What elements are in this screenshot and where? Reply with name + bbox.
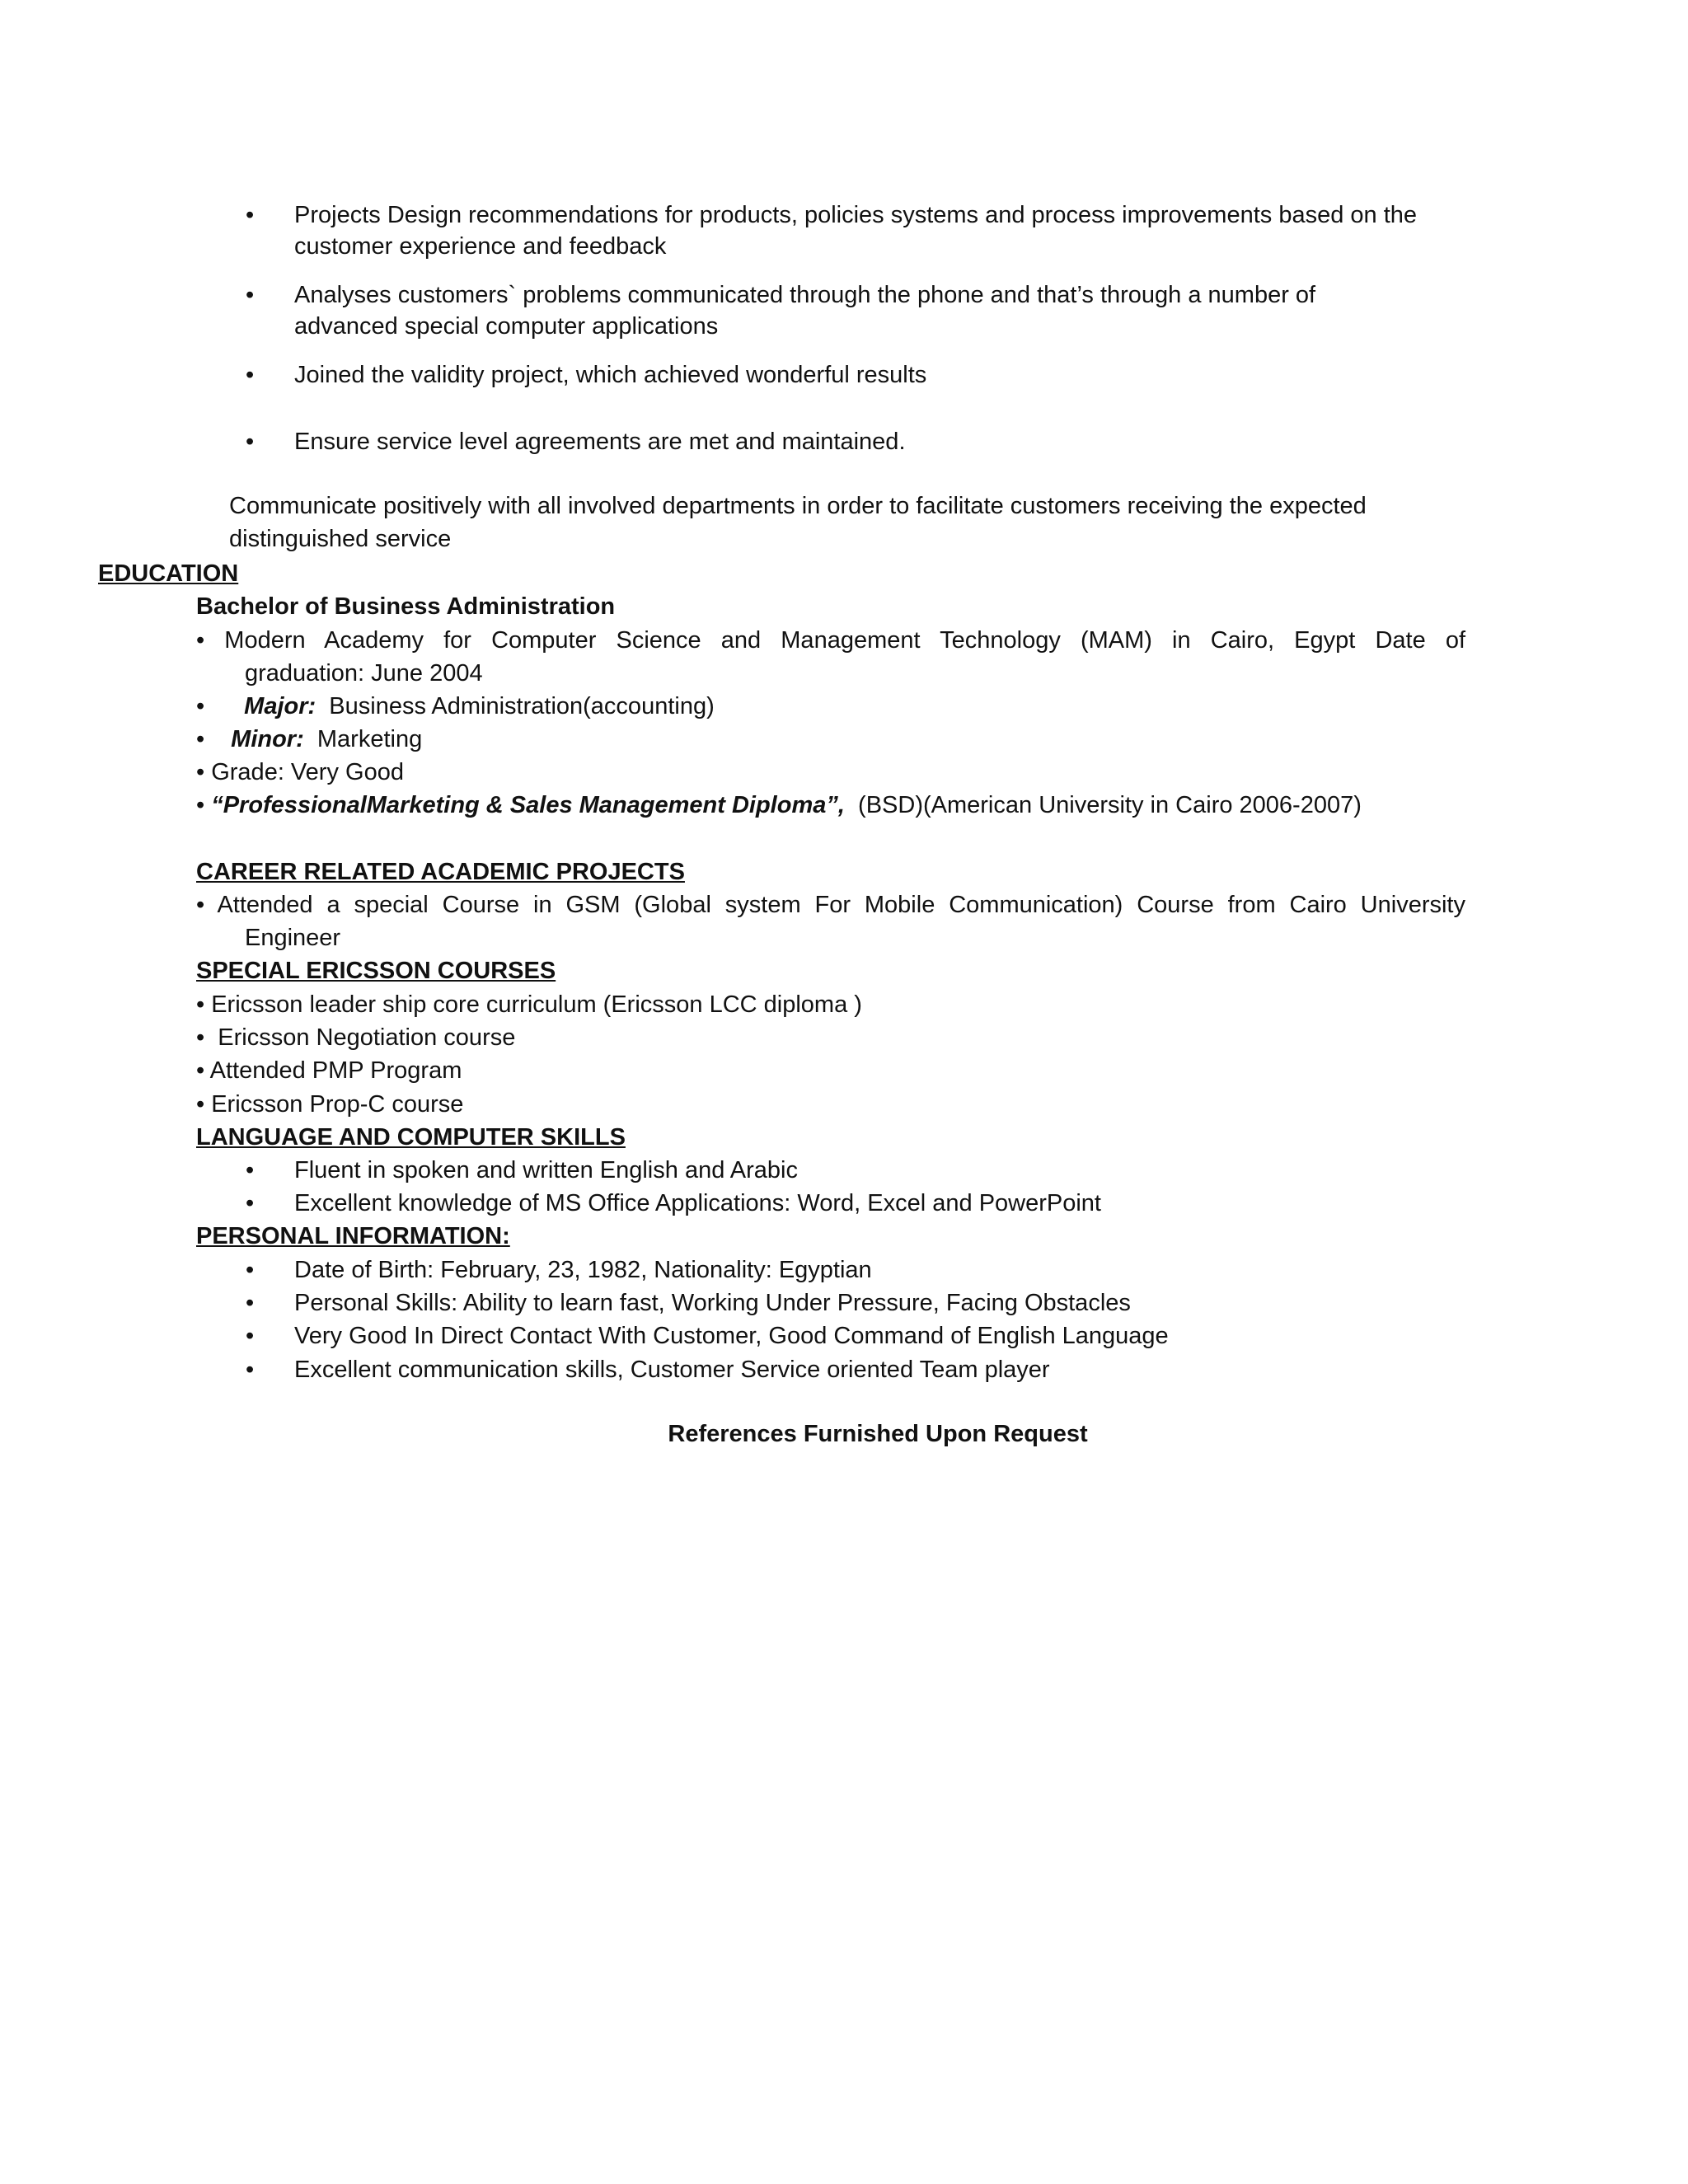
- bullet: •: [196, 1024, 205, 1051]
- minor-label: Minor:: [231, 726, 304, 752]
- communicate-line: Communicate positively with all involved departments in order to facilitate customers receiving the expected: [229, 493, 1367, 519]
- career-project-line: [196, 888, 1465, 921]
- ericsson-courses-heading: SPECIAL ERICSSON COURSES: [196, 958, 556, 984]
- list-item: [196, 1054, 1465, 1087]
- major-label: Major:: [244, 693, 316, 719]
- work-bullet-text: advanced special computer applications: [294, 313, 719, 340]
- course-text: Attended PMP Program: [209, 1057, 462, 1084]
- list-item: [196, 988, 1465, 1021]
- minor-line: [196, 723, 1465, 756]
- bullet: •: [246, 1190, 255, 1216]
- diploma-details: (BSD)(American University in Cairo 2006-2007): [858, 792, 1362, 818]
- degree-title: Bachelor of Business Administration: [196, 593, 616, 620]
- school-text: Modern Academy for Computer Science and Management Technology (MAM) in Cairo, Egypt Date of: [224, 627, 1466, 654]
- career-project-text: Attended a special Course in GSM (Global system For Mobile Communication) Course from Cairo University: [217, 892, 1465, 918]
- work-bullet-text: customer experience and feedback: [294, 233, 667, 260]
- personal-info-text: Excellent communication skills, Customer Service oriented Team player: [294, 1357, 1050, 1383]
- bullet: •: [196, 627, 205, 654]
- bullet: •: [196, 892, 205, 918]
- references-note: References Furnished Upon Request: [668, 1421, 1088, 1447]
- personal-info-text: Very Good In Direct Contact With Customer, Good Command of English Language: [294, 1323, 1169, 1349]
- language-skills-heading: LANGUAGE AND COMPUTER SKILLS: [196, 1124, 626, 1151]
- bullet: •: [196, 726, 205, 752]
- communicate-paragraph: [229, 490, 1465, 555]
- bullet: •: [246, 282, 255, 308]
- course-text: Ericsson Prop-C course: [211, 1091, 464, 1118]
- bullet: •: [246, 1257, 255, 1283]
- skill-text: Fluent in spoken and written English and Arabic: [294, 1157, 798, 1183]
- bullet: •: [246, 1290, 255, 1316]
- diploma-title: “ProfessionalMarketing & Sales Management Diploma”,: [211, 792, 845, 818]
- bullet: •: [196, 693, 205, 719]
- grade-line: [196, 756, 1465, 789]
- course-text: Ericsson Negotiation course: [218, 1024, 516, 1051]
- personal-info-text: Personal Skills: Ability to learn fast, Working Under Pressure, Facing Obstacles: [294, 1290, 1131, 1316]
- work-bullet-text: Ensure service level agreements are met and maintained.: [294, 429, 906, 455]
- major-value: Business Administration(accounting): [329, 693, 715, 719]
- course-text: Ericsson leader ship core curriculum (Ericsson LCC diploma ): [211, 991, 862, 1018]
- graduation-line: graduation: June 2004: [245, 660, 483, 687]
- work-bullet-text: Projects Design recommendations for products, policies systems and process improvements based on the: [294, 202, 1418, 228]
- bullet: •: [196, 792, 205, 818]
- personal-info-text: Date of Birth: February, 23, 1982, Nationality: Egyptian: [294, 1257, 872, 1283]
- career-projects-heading: CAREER RELATED ACADEMIC PROJECTS: [196, 859, 685, 885]
- major-line: [196, 690, 1465, 723]
- bullet: •: [196, 1057, 205, 1084]
- bullet: •: [246, 429, 255, 455]
- bullet: •: [246, 1357, 255, 1383]
- bullet: •: [246, 202, 255, 228]
- personal-info-heading: PERSONAL INFORMATION:: [196, 1223, 510, 1249]
- bullet: •: [196, 759, 205, 785]
- bullet: •: [246, 362, 255, 388]
- school-line: [196, 624, 1465, 657]
- minor-value: Marketing: [316, 726, 423, 752]
- education-heading: EDUCATION: [98, 560, 239, 587]
- grade-text: Grade: Very Good: [211, 759, 404, 785]
- bullet: •: [246, 1323, 255, 1349]
- list-item: [196, 1021, 1465, 1054]
- skill-text: Excellent knowledge of MS Office Applications: Word, Excel and PowerPoint: [294, 1190, 1101, 1216]
- work-bullet-text: Analyses customers` problems communicated through the phone and that’s through a number of: [294, 282, 1316, 308]
- diploma-line: [196, 789, 1465, 822]
- career-project-continuation: Engineer: [245, 925, 341, 951]
- communicate-line: distinguished service: [229, 526, 452, 552]
- bullet: •: [196, 1091, 205, 1118]
- bullet: •: [196, 991, 205, 1018]
- list-item: [196, 1088, 1465, 1121]
- bullet: •: [246, 1157, 255, 1183]
- work-bullet-text: Joined the validity project, which achieved wonderful results: [294, 362, 927, 388]
